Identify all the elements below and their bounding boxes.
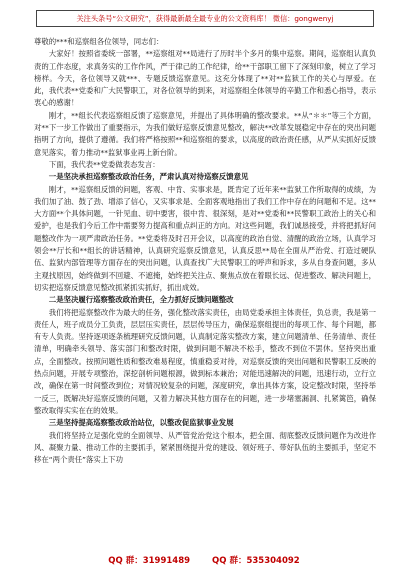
promo-banner	[36, 10, 374, 27]
paragraph-3: 下面，我代表**党委做表态发言：	[48, 159, 160, 169]
qq-label-2: QQ 群：	[212, 556, 247, 566]
section-heading-1: 一是坚决承担巡察整改政治任务，严肃认真对待巡察反馈意见	[48, 172, 249, 182]
qq-number-1: 31991489	[142, 556, 191, 566]
section-heading-3: 三是坚持提高巡察整改政治站位，以整改促监狱事业发展	[48, 418, 234, 428]
paragraph-6: 我们将坚持立足强化党的全面领导、从严管党治党这个根本，把全面、彻底整改反馈问题作为改进作风、凝聚力量、推动工作的主要抓手，紧紧围绕提升党的建设、领好班子、带好队伍的主要抓手，坚定不移在“两个责任”落实上下功	[34, 430, 376, 465]
salutation: 尊敬的***和巡察组各位领导，同志们：	[34, 37, 164, 46]
footer-qq-1	[108, 554, 190, 570]
section-heading-2: 二是坚决履行巡察整改政治责任，全力抓好反馈问题整改	[48, 295, 234, 305]
paragraph-1: 大家好！按照省委统一部署，**巡察组对**局进行了历时半个多月的集中巡察。期间，巡察组认真负责的工作态度，求真务实的工作作风，严于律己的工作纪律，给**干部职工留下了深刻印象，树立了学习榜样。今天，各位领导又就***、专题反馈巡察意见。这充分体现了**对**监狱工作的关心与厚爱。在此，我代表**党委和广大民警职工，对各位领导的到来，对巡察组全体领导的辛勤工作和悉心指导，表示衷心的感谢！	[34, 49, 376, 108]
banner-left-text: 关注头条号“公文研究”，获得最新最全最专业的公文资料库！	[76, 13, 271, 23]
paragraph-5: 我们将把巡察整改作为最大的任务，强化整改落实责任，由局党委承担主体责任，负总责，我是第一责任人，班子成员分工负责，层层压实责任，层层传导压力，确保巡察组提出的每项工作、每个问题，都有专人负责。坚持逐项逐条梳理研究反馈问题，认真制定落实整改方案，建立问题清单、任务清单、责任清单，明确牵头领导、落实部门和整改时限，做到问题不解决不松手，整改不到位不罢休。坚持突出重点，全面整改。按照问题性质和整改难易程度，慎重稳妥对待，对巡察反馈的突出问题和民警职工反映的热点问题，开展专项整治，深挖剖析问题根源，做到标本兼治；对能迅速解决的问题，迅速行动，立行立改，确保在第一时间整改到位；对情况较复杂的问题，深度研究，拿出具体方案，设定整改时限，坚持举一反三，既解决好巡察反馈的问题，又着力解决其他方面存在的问题，进一步堵塞漏洞、扎紧篱笆，确保整改取得实实在在的效果。	[34, 307, 376, 415]
banner-right-text: 微信：gongwenyj	[272, 13, 334, 23]
footer-contacts	[0, 554, 408, 570]
document-body	[34, 36, 376, 542]
qq-label-1: QQ 群：	[108, 556, 143, 566]
paragraph-4: 刚才，**巡察组反馈的问题，客观、中肯、实事求是，既肯定了近年来**监狱工作所取得的成绩，为我们加了油、鼓了劲、增添了信心，又实事求是、全面客观地指出了我们工作中存在的问题和不足。这**大方面**个具体问题，一针见血、切中要害，很中肯、很深刻，是对**党委和**民警职工政治上的关心和爱护，也是我们今后工作中需要努力提高和重点纠正的方向。对这些问题，我们诚恳接受，并将把抓好问题整改作为一项严肃政治任务。**党委将及时召开会议，以高度的政治自觉、清醒的政治立场，认真学习领会**厅长和**组长的讲话精神，认真研究巡察反馈意见，认真反思**局在全面从严治党、打造过硬队伍、监狱内部管理等方面存在的突出问题，认真查找广大民警职工的呼声和诉求，多从自身查问题，多从主观找原因，始终做到不回避、不遮掩，始终把关注点、聚焦点放在着眼长远、促进整改、解决问题上，切实把巡察反馈意见整改抓紧抓实抓好，抓出成效。	[34, 184, 376, 292]
qq-number-2: 535304092	[246, 556, 300, 566]
footer-qq-2	[212, 554, 300, 570]
paragraph-2: 刚才，**组长代表巡察组反馈了巡察意见，并提出了具体明确的整改要求。**从“＊＊”等三个方面，对**下一步工作做出了重要指示，为我们做好巡察反馈意见整改，解决**改革发展稳定中存在的突出问题指明了方向，提供了遵循。我们将严格按照**和巡察组的要求，以高度的政治责任感，从严从实抓好反馈意见落实，着力推动**监狱事业再上新台阶。	[34, 110, 376, 157]
